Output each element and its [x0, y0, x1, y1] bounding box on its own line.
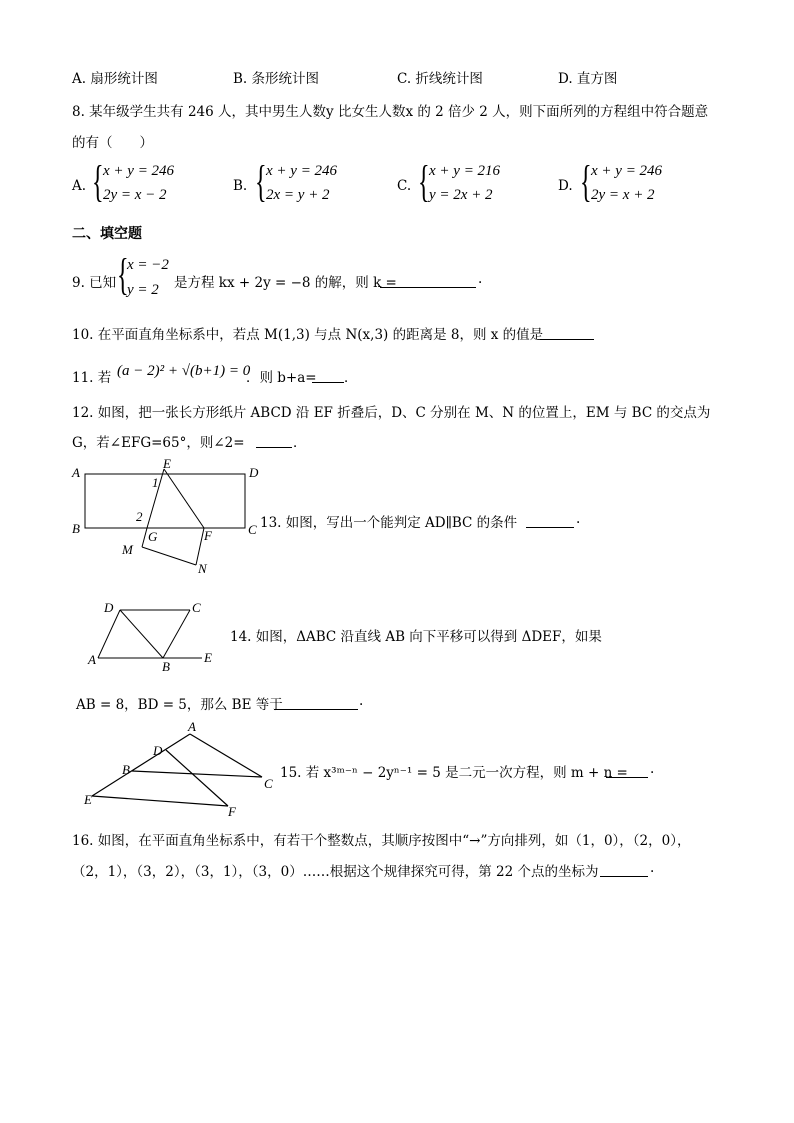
label-c: C — [248, 522, 257, 537]
segment-bc — [132, 771, 262, 777]
segment-mn — [142, 547, 196, 565]
q11-expression: (a − 2)² + √(b+1) = 0 — [117, 363, 251, 379]
segment-db — [120, 610, 163, 658]
label-e: E — [84, 792, 92, 807]
answer-blank[interactable] — [606, 762, 648, 778]
q15-end: . — [650, 761, 655, 777]
equation: x + y = 246 — [103, 163, 175, 179]
equation: x + y = 246 — [266, 163, 338, 179]
q16-line1: 16. 如图，在平面直角坐标系中，有若干个整数点，其顺序按图中“→”方向排列，如（1，0），（2，0）， — [72, 833, 691, 849]
option-label: A. — [72, 178, 87, 194]
q14-end: . — [359, 693, 364, 709]
equation: y = 2 — [127, 282, 159, 298]
equation: 2y = x − 2 — [103, 187, 167, 203]
equation: 2y = x + 2 — [591, 187, 655, 203]
brace-glyph: { — [92, 157, 104, 206]
figure-12 — [60, 455, 270, 580]
q12-end: ． — [293, 435, 307, 451]
angle-label-1: 1 — [152, 475, 159, 490]
q16-end: . — [650, 860, 655, 876]
q14-line2: AB = 8，BD = 5，那么 BE 等于 — [76, 697, 283, 713]
label-d: D — [249, 465, 259, 480]
q11-suffix: ．则 b+a= — [246, 370, 317, 386]
q7-option-b: B. 条形统计图 — [233, 71, 320, 87]
label-n: N — [198, 561, 207, 576]
q16-line2: （2，1），（3，2），（3，1），（3，0）……根据这个规律探究可得，第 22 个点的坐标为 — [72, 864, 599, 880]
angle-label-2: 2 — [136, 509, 143, 524]
answer-blank[interactable] — [380, 272, 476, 288]
label-b: B — [72, 521, 80, 536]
answer-blank[interactable] — [540, 324, 594, 340]
segment-ac — [190, 734, 262, 777]
answer-blank[interactable] — [256, 432, 292, 448]
equation: 2x = y + 2 — [266, 187, 330, 203]
q13-end: . — [576, 511, 581, 527]
equation: x + y = 246 — [591, 163, 663, 179]
q15-text: 15. 若 x³ᵐ⁻ⁿ − 2yⁿ⁻¹ = 5 是二元一次方程，则 m + n = — [280, 765, 628, 781]
q11-prefix: 11. 若 — [72, 370, 112, 386]
segment-gm — [142, 528, 147, 547]
q7-option-a: A. 扇形统计图 — [72, 71, 158, 87]
segment-ae — [92, 734, 190, 796]
label-a: A — [188, 720, 196, 734]
q8-line2: 的有（ ） — [72, 135, 153, 151]
answer-blank[interactable] — [526, 512, 574, 528]
label-c: C — [264, 776, 273, 791]
segment-ad — [98, 610, 120, 658]
q11-end: ． — [344, 370, 358, 386]
brace-glyph: { — [255, 157, 267, 206]
label-b: B — [162, 659, 170, 673]
segment-nf — [196, 528, 204, 565]
label-a: A — [72, 465, 80, 480]
option-label: D. — [558, 178, 573, 194]
q7-option-c: C. 折线统计图 — [397, 71, 483, 87]
label-b: B — [122, 762, 130, 777]
section-title: 二、填空题 — [72, 226, 142, 242]
label-e: E — [163, 456, 171, 471]
brace-glyph: { — [580, 157, 592, 206]
q9-prefix: 9. 已知 — [72, 275, 117, 291]
q12-line2: G，若∠EFG=65°，则∠2= — [72, 435, 245, 451]
segment-ef — [92, 796, 228, 806]
q9-end: . — [478, 271, 483, 287]
q8-line1: 8. 某年级学生共有 246 人，其中男生人数y 比女生人数x 的 2 倍少 2 人，则下面所列的方程组中符合题意 — [72, 104, 709, 120]
q9-suffix: 是方程 kx + 2y = −8 的解，则 k = — [174, 275, 397, 291]
label-c: C — [192, 600, 201, 615]
label-d: D — [153, 743, 163, 758]
label-f: F — [204, 528, 212, 543]
label-m: M — [122, 542, 133, 557]
brace-glyph: { — [117, 250, 129, 299]
answer-blank[interactable] — [312, 367, 344, 383]
q14-line1: 14. 如图，ΔABC 沿直线 AB 向下平移可以得到 ΔDEF，如果 — [230, 629, 602, 645]
answer-blank[interactable] — [600, 861, 648, 877]
option-label: C. — [397, 178, 412, 194]
segment-df — [166, 750, 228, 806]
answer-blank[interactable] — [274, 694, 358, 710]
figure-14 — [80, 598, 220, 673]
label-d: D — [104, 600, 114, 615]
figure-15 — [78, 720, 278, 820]
q13-text: 13. 如图，写出一个能判定 AD∥BC 的条件 — [260, 515, 518, 531]
label-e: E — [204, 650, 212, 665]
segment-cb — [163, 610, 190, 658]
equation: x = −2 — [127, 257, 169, 273]
q10-text: 10. 在平面直角坐标系中，若点 M(1,3) 与点 N(x,3) 的距离是 8，则 x 的值是 — [72, 327, 544, 343]
q7-option-d: D. 直方图 — [558, 71, 618, 87]
q12-line1: 12. 如图，把一张长方形纸片 ABCD 沿 EF 折叠后，D、C 分别在 M、N 的位置上，EM 与 BC 的交点为 — [72, 405, 711, 421]
brace-glyph: { — [418, 157, 430, 206]
rectangle-abcd — [85, 474, 245, 528]
label-f: F — [228, 804, 236, 819]
equation: x + y = 216 — [429, 163, 501, 179]
option-label: B. — [233, 178, 248, 194]
label-a: A — [88, 652, 96, 667]
equation: y = 2x + 2 — [429, 187, 493, 203]
label-g: G — [148, 529, 158, 544]
fold-line-ef — [164, 469, 204, 528]
